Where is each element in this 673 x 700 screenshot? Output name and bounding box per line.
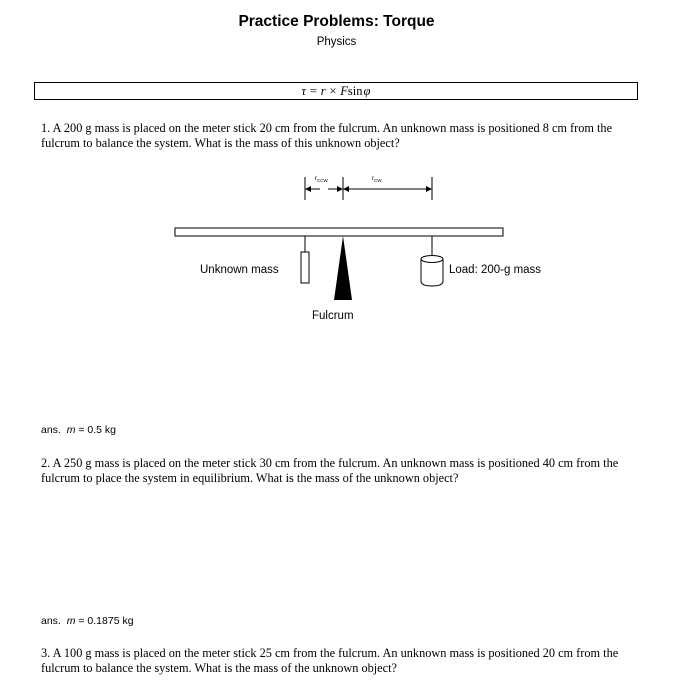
formula-trig: sin [347, 84, 363, 98]
fulcrum-triangle [334, 236, 352, 300]
meter-stick [175, 228, 503, 236]
unknown-mass-label: Unknown mass [200, 264, 279, 276]
r-ccw-label: $r_{CCW}$ [315, 176, 328, 184]
load-mass-top [421, 256, 443, 263]
formula-angle: φ [363, 84, 371, 98]
load-label: Load: 200-g mass [449, 264, 542, 276]
problem-1-text: 1. A 200 g mass is placed on the meter stick 20 cm from the fulcrum. An unknown mass is positioned 8 cm from the fulcrum to balance the system. What is the mass of this unknown object? [41, 121, 613, 150]
load-mass-cylinder [421, 259, 443, 286]
problem-1-answer: ans. m = 0.5 kg [41, 424, 117, 436]
problem-2-text: 2. A 250 g mass is placed on the meter stick 30 cm from the fulcrum. An unknown mass is positioned 40 cm from the fulcrum to place the system in equilibrium. What is the mass of the unknown object? [41, 456, 619, 485]
problem-2-answer: ans. m = 0.1875 kg [41, 615, 134, 627]
r-cw-label: $r_{CW}$ [372, 176, 382, 184]
page-title: Practice Problems: Torque [238, 13, 435, 30]
unknown-mass-block [301, 252, 309, 283]
problem-3-text: 3. A 100 g mass is placed on the meter stick 25 cm from the fulcrum. An unknown mass is positioned 20 cm from the fulcrum to balance the system. What is the mass of the unknown object? [41, 646, 619, 675]
page-subtitle: Physics [316, 36, 357, 48]
formula-lhs: τ = r × F [301, 84, 348, 98]
fulcrum-label: Fulcrum [312, 310, 354, 322]
